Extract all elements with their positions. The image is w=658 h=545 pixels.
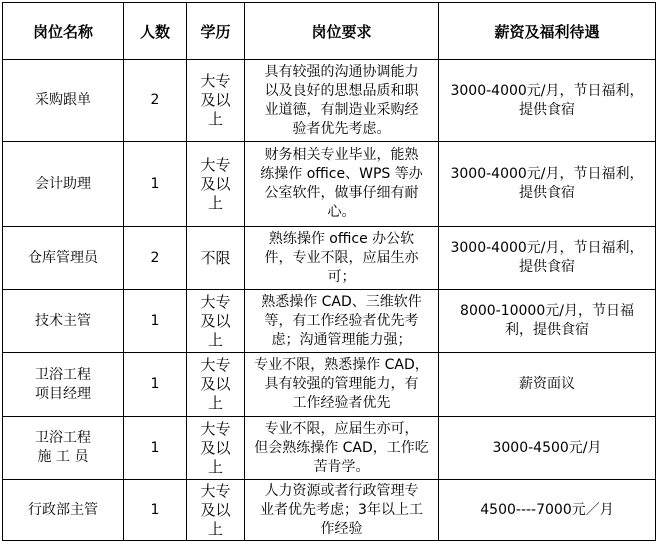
cell-education: 大专 及以 上 [187, 480, 245, 541]
header-education: 学历 [187, 3, 245, 60]
cell-count: 1 [124, 142, 187, 227]
table-row [3, 353, 656, 417]
table-row [3, 480, 656, 541]
cell-requirements: 具有较强的沟通协调能力 以及良好的思想品质和职 业道德，有制造业采购经 验者优先考虑。 [245, 60, 439, 142]
cell-education: 大专 及以 上 [187, 417, 245, 480]
cell-requirements: 专业不限，应届生亦可， 但会熟练操作 CAD，工作吃 苦肯学。 [245, 417, 439, 480]
table-row [3, 417, 656, 480]
cell-requirements: 财务相关专业毕业，能熟 练操作 office、WPS 等办 公室软件，做事仔细有耐 心。 [245, 142, 439, 227]
cell-count: 2 [124, 60, 187, 142]
table-row [3, 142, 656, 227]
cell-salary: 3000-4000元/月，节日福利， 提供食宿 [439, 142, 656, 227]
cell-count: 1 [124, 290, 187, 353]
cell-position: 技术主管 [3, 290, 124, 353]
header-requirements: 岗位要求 [245, 3, 439, 60]
cell-position: 采购跟单 [3, 60, 124, 142]
cell-education: 不限 [187, 227, 245, 290]
cell-position: 卫浴工程 项目经理 [3, 353, 124, 417]
cell-education: 大专 及以 上 [187, 60, 245, 142]
cell-requirements: 熟悉操作 CAD、三维软件 等，有工作经验者优先考 虑；沟通管理能力强； [245, 290, 439, 353]
header-position: 岗位名称 [3, 3, 124, 60]
table-header-row [3, 3, 656, 60]
cell-requirements: 专业不限，熟悉操作 CAD， 具有较强的管理能力，有 工作经验者优先 [245, 353, 439, 417]
cell-count: 1 [124, 353, 187, 417]
job-table [2, 2, 656, 541]
cell-position: 仓库管理员 [3, 227, 124, 290]
cell-position: 行政部主管 [3, 480, 124, 541]
cell-salary: 薪资面议 [439, 353, 656, 417]
cell-position: 会计助理 [3, 142, 124, 227]
cell-requirements: 熟练操作 office 办公软 件，专业不限，应届生亦 可； [245, 227, 439, 290]
cell-requirements: 人力资源或者行政管理专 业者优先考虑；3年以上工 作经验 [245, 480, 439, 541]
cell-salary: 3000-4500元/月 [439, 417, 656, 480]
cell-count: 1 [124, 480, 187, 541]
header-count: 人数 [124, 3, 187, 60]
cell-education: 大专 及以 上 [187, 290, 245, 353]
table-row [3, 290, 656, 353]
table-row [3, 60, 656, 142]
cell-salary: 8000-10000元/月，节日福 利，提供食宿 [439, 290, 656, 353]
cell-salary: 3000-4000元/月，节日福利， 提供食宿 [439, 227, 656, 290]
cell-education: 大专 及以 上 [187, 353, 245, 417]
cell-salary: 4500----7000元／月 [439, 480, 656, 541]
cell-salary: 3000-4000元/月，节日福利， 提供食宿 [439, 60, 656, 142]
cell-position: 卫浴工程 施 工 员 [3, 417, 124, 480]
cell-education: 大专 及以 上 [187, 142, 245, 227]
header-salary: 薪资及福利待遇 [439, 3, 656, 60]
table-row [3, 227, 656, 290]
cell-count: 2 [124, 227, 187, 290]
cell-count: 1 [124, 417, 187, 480]
